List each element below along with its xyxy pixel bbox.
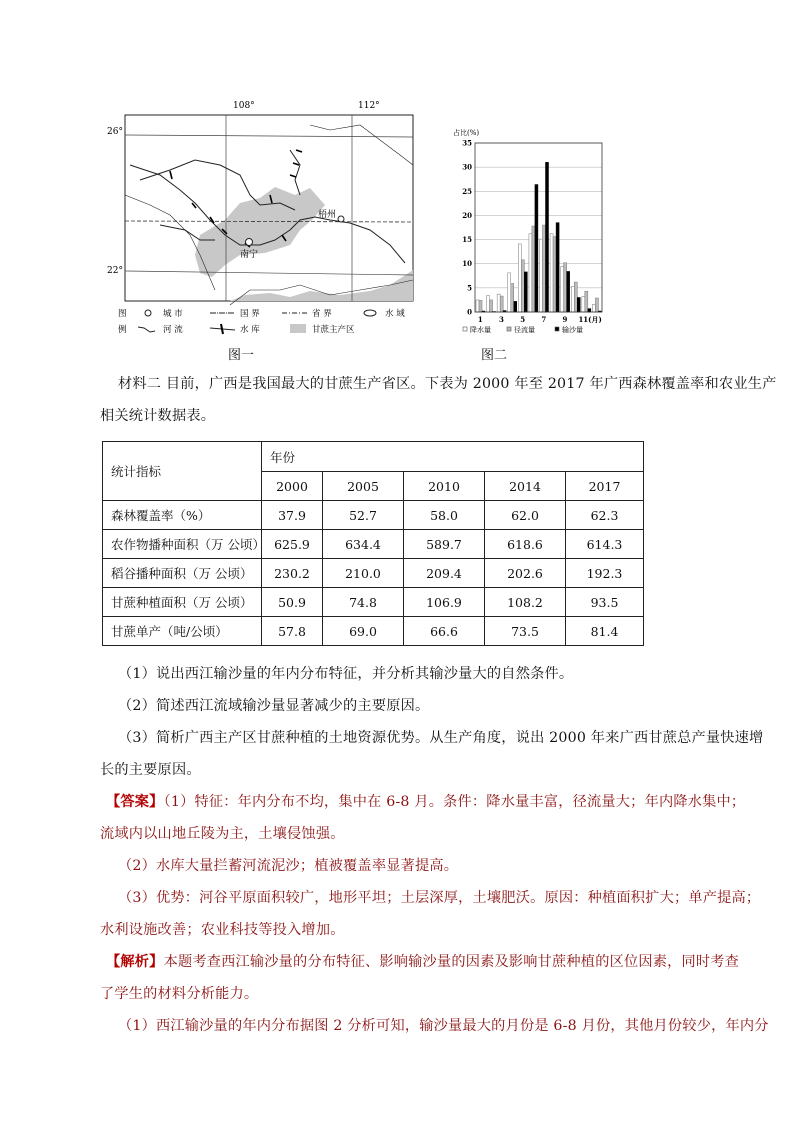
bar-降水量-4 [508,273,511,312]
bar-降水量-1 [476,300,479,312]
table-cell: 93.5 [566,588,644,617]
lat-label-26: 26° [107,127,123,137]
row-label: 稻谷播种面积（万 公顷） [103,559,262,588]
table-cell: 73.5 [485,617,566,646]
row-label: 甘蔗种植面积（万 公顷） [103,588,262,617]
table-cell: 625.9 [262,530,323,559]
figure1-caption: 图一 [228,348,255,363]
analysis-text: 本题考查西江输沙量的分布特征、影响输沙量的因素及影响甘蔗种植的区位因素，同时考查 [163,954,740,970]
bar-降水量-10 [571,286,574,312]
table-cell: 81.4 [566,617,644,646]
bar-径流量-10 [574,282,577,312]
y-tick-label: 25 [462,186,472,196]
bar-输沙量-5 [524,272,527,312]
legend-label: 输沙量 [562,326,583,334]
bar-降水量-3 [497,294,500,312]
city-wuzhou-label: 梧州 [318,210,337,220]
y-tick-label: 35 [462,138,472,148]
analysis-part1: （1）西江输沙量的年内分布据图 2 分析可知，输沙量最大的月份是 6-8 月份，其他月份较少，年内分 [118,1018,769,1034]
bar-径流量-7 [543,225,546,312]
table-row [103,617,644,646]
city-nanning-label: 南宁 [240,250,259,260]
header-indicator: 统计指标 [103,442,262,501]
bar-降水量-6 [529,234,532,312]
table-cell: 210.0 [323,559,404,588]
bar-降水量-5 [518,244,521,312]
answer-line1 [106,791,745,811]
table-cell: 50.9 [262,588,323,617]
row-label: 森林覆盖率（%） [103,501,262,530]
answer-3-line2: 水利设施改善；农业科技等投入增加。 [100,922,345,938]
x-tick-label: 3 [499,315,504,324]
bar-径流量-3 [500,296,503,312]
bar-径流量-9 [564,263,567,312]
legend-swatch-输沙量 [555,327,559,331]
bar-输沙量-6 [535,185,538,312]
answer-1-line2: 流域内以山地丘陵为主，土壤侵蚀强。 [100,826,345,842]
year-header: 2017 [566,472,644,501]
table-row [103,559,644,588]
table-cell: 202.6 [485,559,566,588]
answer-3-line1: （3）优势：河谷平原面积较广，地形平坦；土层深厚，土壤肥沃。原因：种植面积扩大；单产提高； [118,890,761,906]
bar-输沙量-4 [514,301,517,312]
plot-frame [475,143,602,312]
material-text-line1: 材料二 目前，广西是我国最大的甘蔗生产省区。下表为 2000 年至 2017 年广西森林覆盖率和农业生产 [118,376,777,392]
year-header: 2005 [323,472,404,501]
x-tick-label: 7 [541,315,547,324]
bar-径流量-6 [532,226,535,312]
y-tick-label: 0 [467,307,472,317]
year-header: 2010 [404,472,485,501]
analysis-label: 【解析】 [106,954,164,970]
legend-title-2: 例 [118,325,127,335]
x-tick-label: 9 [562,315,568,324]
legend-water: 水 域 [385,309,405,319]
table-cell: 106.9 [404,588,485,617]
question-3-line1: （3）简析广西主产区甘蔗种植的土地资源优势。从生产角度，说出 2000 年来广西甘蔗总产量快速增 [118,730,764,746]
question-2: （2）简述西江流域输沙量显著减少的主要原因。 [118,698,430,714]
legend-city: 城 市 [163,309,183,319]
table-cell: 192.3 [566,559,644,588]
city-nanning-icon [246,239,253,246]
table-cell: 618.6 [485,530,566,559]
legend-sugarcane: 甘蔗主产区 [312,325,355,335]
legend-label: 径流量 [514,326,535,334]
analysis-line2: 了学生的材料分析能力。 [100,986,259,1002]
table-cell: 37.9 [262,501,323,530]
table-row [103,501,644,530]
legend-river: 河 流 [163,325,183,335]
answer-1-text: （1）特征：年内分布不均，集中在 6-8 月。条件：降水量丰富，径流量大；年内降水集中； [163,794,746,810]
legend-reservoir: 水 库 [240,325,260,335]
bar-径流量-4 [511,284,514,312]
header-year: 年份 [262,442,644,472]
table-cell: 74.8 [323,588,404,617]
table-row [103,588,644,617]
table-cell: 62.0 [485,501,566,530]
x-tick-label: 5 [520,315,526,324]
row-label: 农作物播种面积（万 公顷） [103,530,262,559]
monthly-share-chart [450,120,620,345]
y-tick-label: 30 [462,162,472,172]
bar-径流量-2 [490,300,493,312]
table-cell: 209.4 [404,559,485,588]
answer-2: （2）水库大量拦蓄河流泥沙；植被覆盖率显著提高。 [118,858,459,874]
table-cell: 57.8 [262,617,323,646]
row-label: 甘蔗单产（吨/公顷） [103,617,262,646]
y-tick-label: 5 [467,283,472,293]
bar-输沙量-7 [546,162,549,312]
x-tick-label: 11(月) [578,315,602,324]
x-tick-label: 1 [477,315,483,324]
question-1: （1）说出西江输沙量的年内分布特征，并分析其输沙量大的自然条件。 [118,666,574,682]
city-legend-icon [145,310,151,316]
bar-输沙量-8 [556,223,559,312]
table-row [103,530,644,559]
y-tick-label: 10 [462,259,472,269]
table-cell: 66.6 [404,617,485,646]
legend-swatch-降水量 [463,327,467,331]
bar-降水量-7 [540,239,543,312]
legend-title-1: 图 [118,309,127,319]
table-cell: 69.0 [323,617,404,646]
analysis-line1 [106,951,739,971]
year-header: 2014 [485,472,566,501]
stats-table [102,441,644,646]
bar-降水量-8 [550,234,553,312]
table-cell: 108.2 [485,588,566,617]
river-legend-icon [138,327,155,332]
table-cell: 589.7 [404,530,485,559]
year-header: 2000 [262,472,323,501]
bar-径流量-8 [553,237,556,312]
table-cell: 614.3 [566,530,644,559]
table-cell: 62.3 [566,501,644,530]
y-tick-label: 15 [462,235,472,245]
map-figure [100,95,440,340]
city-wuzhou-icon [338,216,344,222]
table-cell: 634.4 [323,530,404,559]
table-cell: 230.2 [262,559,323,588]
bar-径流量-11 [585,291,588,312]
lat-label-22: 22° [107,266,123,276]
sugarcane-legend-icon [290,324,306,333]
bar-输沙量-9 [567,271,570,312]
table-cell: 58.0 [404,501,485,530]
bar-径流量-5 [521,260,524,312]
bar-输沙量-11 [588,309,591,312]
bar-降水量-9 [561,267,564,312]
legend-national-border: 国 界 [240,309,260,319]
y-tick-label: 20 [462,210,472,220]
figure2-caption: 图二 [481,348,508,363]
table-cell: 52.7 [323,501,404,530]
lon-label-108: 108° [233,101,255,111]
bar-径流量-12 [595,298,598,312]
bar-径流量-1 [479,300,482,312]
legend-swatch-径流量 [507,327,511,331]
material-text-line2: 相关统计数据表。 [100,408,216,424]
lon-label-112: 112° [358,101,380,111]
bar-降水量-12 [592,304,595,312]
y-axis-label: 占比(%) [453,129,480,137]
question-3-line2: 长的主要原因。 [100,762,201,778]
bar-降水量-11 [582,297,585,312]
legend-label: 降水量 [470,326,491,334]
bar-输沙量-10 [577,298,580,312]
answer-label: 【答案】 [106,794,164,810]
bar-降水量-2 [487,296,490,312]
legend-province-border: 省 界 [312,309,332,319]
